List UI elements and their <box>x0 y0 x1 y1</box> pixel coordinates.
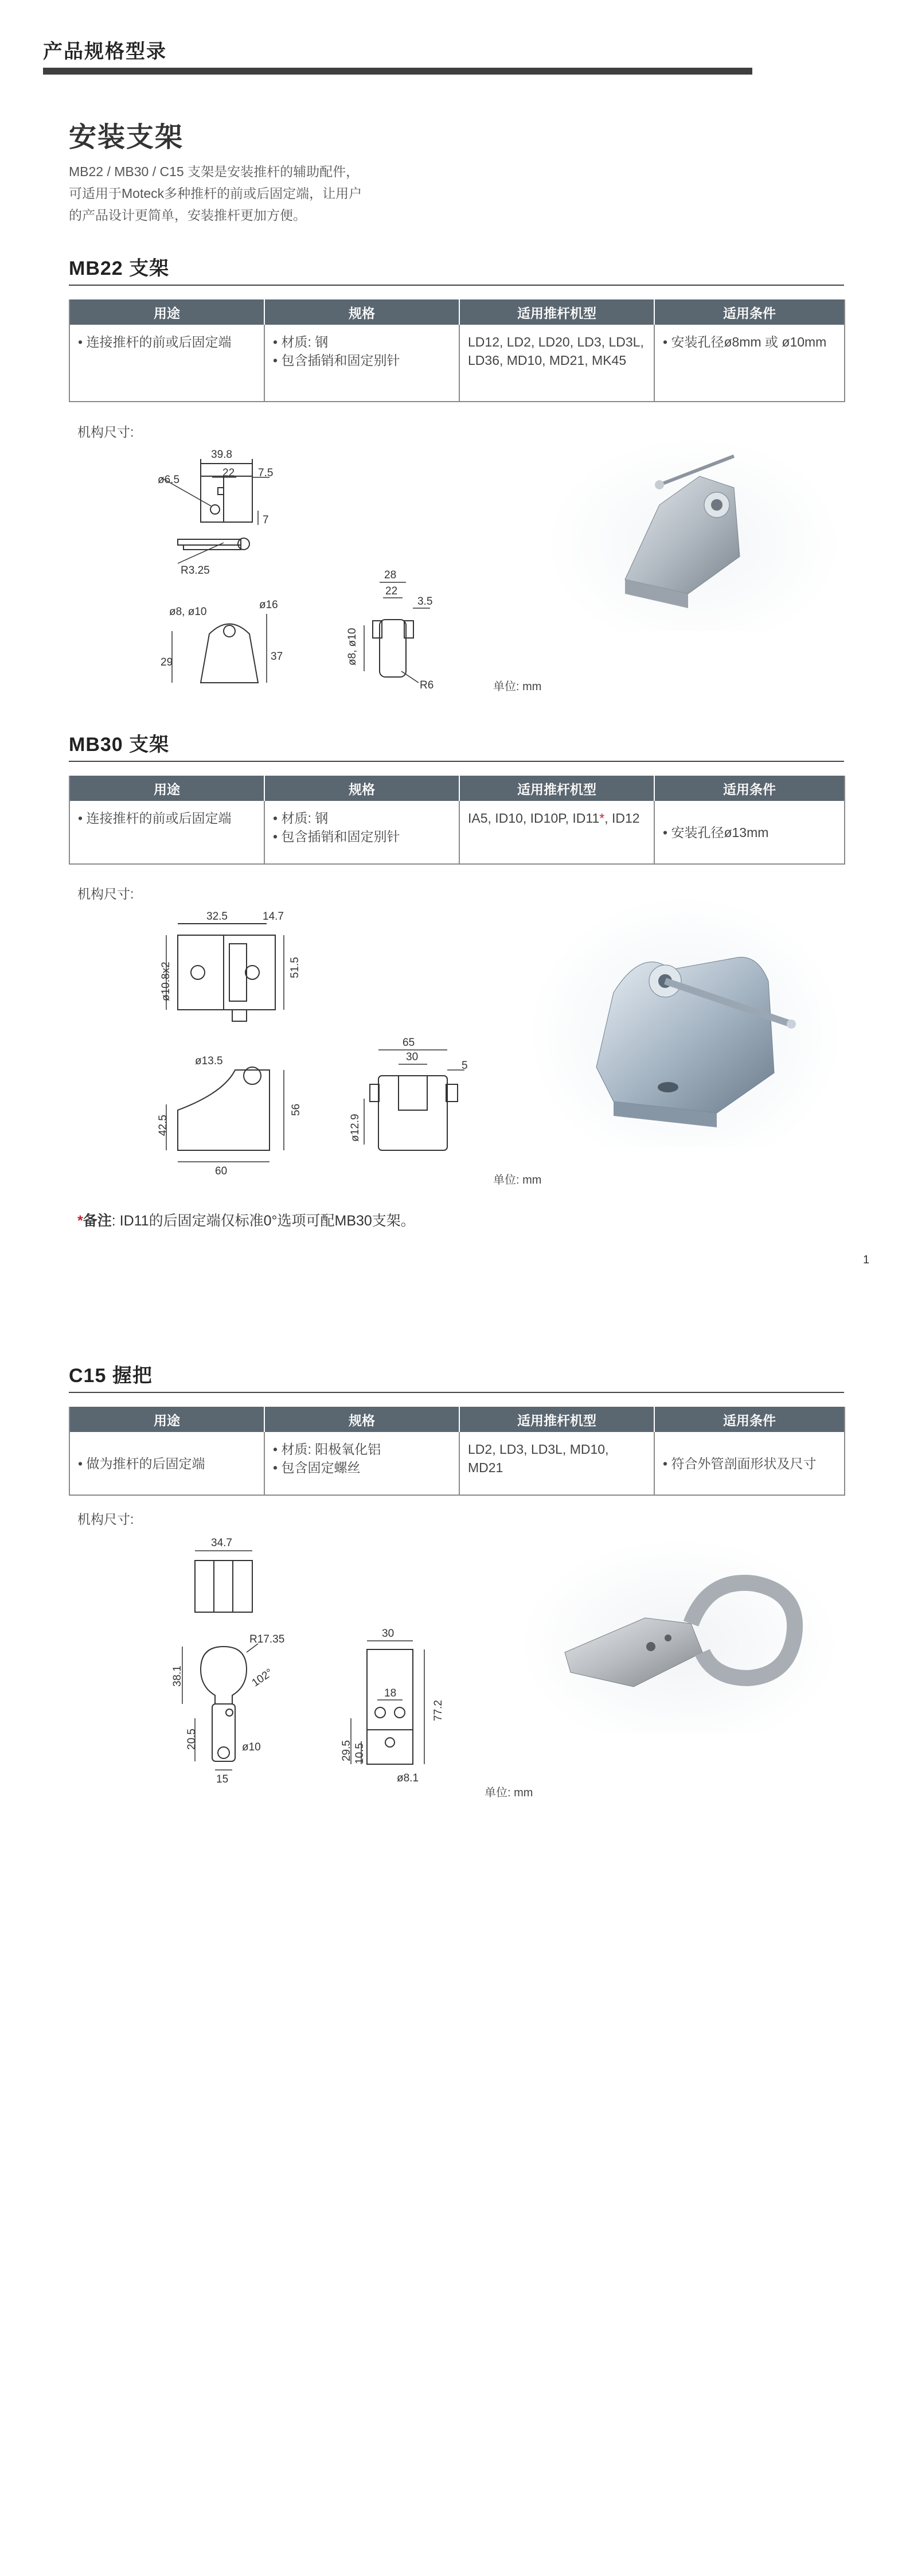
cell-spec <box>264 1432 459 1495</box>
dim-label: 22 <box>385 585 398 597</box>
dim-label: 29 <box>161 656 173 668</box>
dim-label: ø10 <box>242 1741 261 1753</box>
table-header-row <box>69 1407 845 1432</box>
dim-label: 22 <box>222 467 235 479</box>
models-footnote-star: * <box>599 811 605 826</box>
cell-usage <box>69 1432 264 1495</box>
dim-label: R17.35 <box>249 1633 285 1645</box>
dim-label: 10.5 <box>354 1743 366 1764</box>
spec-material: • 材质: 钢 <box>273 333 451 351</box>
spec-material: • 材质: 阳极氧化铝 <box>273 1440 451 1458</box>
unit-note: 单位: mm <box>493 1174 542 1186</box>
dim-label: 56 <box>290 1103 302 1116</box>
dim-label: 15 <box>216 1773 229 1785</box>
dim-label: 39.8 <box>211 449 232 461</box>
cell-conditions <box>654 801 845 864</box>
intro-line: 的产品设计更简单，安装推杆更加方便。 <box>69 208 306 223</box>
dim-label: 77.2 <box>432 1700 444 1721</box>
column-header-spec: 规格 <box>264 299 459 325</box>
section-rule <box>69 1392 844 1393</box>
dim-label: 32.5 <box>206 910 228 923</box>
dim-label: 7 <box>263 514 269 526</box>
models-text: LD12, LD2, LD20, LD3, LD3L, LD36, MD10, MD21, MK45 <box>468 334 644 368</box>
usage-text: • 连接推杆的前或后固定端 <box>78 333 256 351</box>
cell-spec <box>264 325 459 402</box>
section-title-mb22: MB22 支架 <box>69 258 170 279</box>
c15-top-view <box>195 1551 252 1612</box>
column-header-models: 适用推杆机型 <box>459 299 654 325</box>
cell-spec <box>264 801 459 864</box>
table-row <box>69 325 845 402</box>
dim-label: 102° <box>249 1666 275 1690</box>
mb30-product-render <box>528 895 843 1147</box>
intro-line: 可适用于Moteck多种推杆的前或后固定端，让用户 <box>69 186 362 201</box>
mech-dimension-label: 机构尺寸: <box>77 1512 134 1527</box>
section-rule <box>69 285 844 286</box>
dim-label: 60 <box>215 1165 228 1177</box>
header-rule <box>43 68 752 75</box>
page-title: 安装支架 <box>69 122 184 153</box>
dim-label: 29.5 <box>341 1740 353 1761</box>
dim-label: 51.5 <box>289 957 301 978</box>
table-header-row <box>69 299 845 325</box>
section-title-mb30: MB30 支架 <box>69 734 170 756</box>
dim-label: ø10.8x2 <box>160 962 172 1001</box>
dim-label: ø8, ø10 <box>169 606 207 618</box>
conditions-text: • 安装孔径ø13mm <box>663 823 836 842</box>
dim-label: 30 <box>382 1628 395 1640</box>
column-header-usage: 用途 <box>69 299 264 325</box>
column-header-models: 适用推杆机型 <box>459 776 654 801</box>
section-rule <box>69 761 844 762</box>
footnote-star: * <box>77 1213 83 1229</box>
dim-label: 20.5 <box>186 1729 198 1750</box>
usage-text: • 做为推杆的后固定端 <box>78 1454 256 1473</box>
dim-label: 14.7 <box>263 910 284 923</box>
spec-included: • 包含固定螺丝 <box>273 1458 451 1477</box>
dim-label: 3.5 <box>417 596 433 608</box>
intro-line: MB22 / MB30 / C15 支架是安装推杆的辅助配件， <box>69 164 360 179</box>
unit-note: 单位: mm <box>485 1787 533 1799</box>
cell-conditions <box>654 325 845 402</box>
mech-dimension-label: 机构尺寸: <box>77 886 134 901</box>
c15-product-image <box>519 1538 840 1733</box>
mb30-technical-drawing <box>138 904 505 1179</box>
column-header-spec: 规格 <box>264 1407 459 1432</box>
spec-table-c15 <box>69 1407 845 1496</box>
column-header-spec: 规格 <box>264 776 459 801</box>
cell-usage <box>69 801 264 864</box>
unit-note: 单位: mm <box>493 680 542 693</box>
intro-paragraph <box>69 161 442 226</box>
table-row <box>69 1432 845 1495</box>
mb30-top-view <box>166 924 284 1021</box>
table-header-row <box>69 776 845 801</box>
column-header-conditions: 适用条件 <box>654 299 845 325</box>
spec-table-mb22 <box>69 299 845 402</box>
mb30-side-view <box>364 1050 464 1150</box>
dim-label: R6 <box>420 679 434 691</box>
models-text: IA5, ID10, ID10P, ID11 <box>468 811 600 826</box>
column-header-usage: 用途 <box>69 1407 264 1432</box>
mb22-technical-drawing <box>138 442 528 700</box>
cell-models <box>459 801 654 864</box>
column-header-models: 适用推杆机型 <box>459 1407 654 1432</box>
spec-table-mb30 <box>69 776 845 865</box>
catalog-title: 产品规格型录 <box>43 41 167 63</box>
cell-conditions <box>654 1432 845 1495</box>
mech-dimension-label: 机构尺寸: <box>77 425 134 439</box>
cell-usage <box>69 325 264 402</box>
column-header-conditions: 适用条件 <box>654 1407 845 1432</box>
dim-label: 5 <box>462 1060 468 1072</box>
usage-text: • 连接推杆的前或后固定端 <box>78 809 256 827</box>
dim-label: ø6.5 <box>158 474 180 486</box>
dim-label: 65 <box>403 1037 415 1049</box>
models-text: LD2, LD3, LD3L, MD10, MD21 <box>468 1442 609 1475</box>
page-number: 1 <box>863 1254 870 1266</box>
dim-label: ø13.5 <box>195 1055 223 1067</box>
column-header-conditions: 适用条件 <box>654 776 845 801</box>
dim-label: 37 <box>271 651 283 663</box>
spec-included: • 包含插销和固定别针 <box>273 827 451 846</box>
dim-label: 30 <box>406 1051 419 1063</box>
dim-label: ø8.1 <box>397 1772 419 1784</box>
footnote-text: : ID11的后固定端仅标准0°选项可配MB30支架。 <box>111 1213 415 1229</box>
mb30-front-view <box>166 1067 284 1162</box>
dim-label: ø8, ø10 <box>346 628 358 666</box>
dim-label: 18 <box>384 1687 397 1699</box>
dim-label: 42.5 <box>157 1115 169 1136</box>
mb22-product-image <box>545 436 843 631</box>
mb22-front-view <box>172 614 267 683</box>
conditions-text: • 符合外管剖面形状及尺寸 <box>663 1454 836 1473</box>
conditions-text: • 安装孔径ø8mm 或 ø10mm <box>663 333 836 351</box>
models-text-tail: , ID12 <box>604 811 640 826</box>
section-title-c15: C15 握把 <box>69 1365 153 1387</box>
footnote <box>77 1209 415 1230</box>
cell-models <box>459 325 654 402</box>
spec-material: • 材质: 钢 <box>273 809 451 827</box>
dim-label: 7.5 <box>258 467 274 479</box>
c15-technical-drawing <box>138 1529 505 1804</box>
column-header-usage: 用途 <box>69 776 264 801</box>
dim-label: 38.1 <box>171 1666 183 1687</box>
spec-included: • 包含插销和固定别针 <box>273 351 451 369</box>
dim-label: ø16 <box>259 599 278 611</box>
c15-product-render <box>519 1538 840 1733</box>
mb30-product-image <box>528 895 843 1147</box>
table-row <box>69 801 845 864</box>
footnote-label: 备注 <box>83 1213 112 1229</box>
dim-label: 28 <box>384 569 397 581</box>
dim-label: ø12.9 <box>349 1114 361 1142</box>
dim-label: 34.7 <box>211 1537 232 1549</box>
cell-models <box>459 1432 654 1495</box>
dim-label: R3.25 <box>181 565 210 577</box>
mb22-product-render <box>545 436 843 631</box>
